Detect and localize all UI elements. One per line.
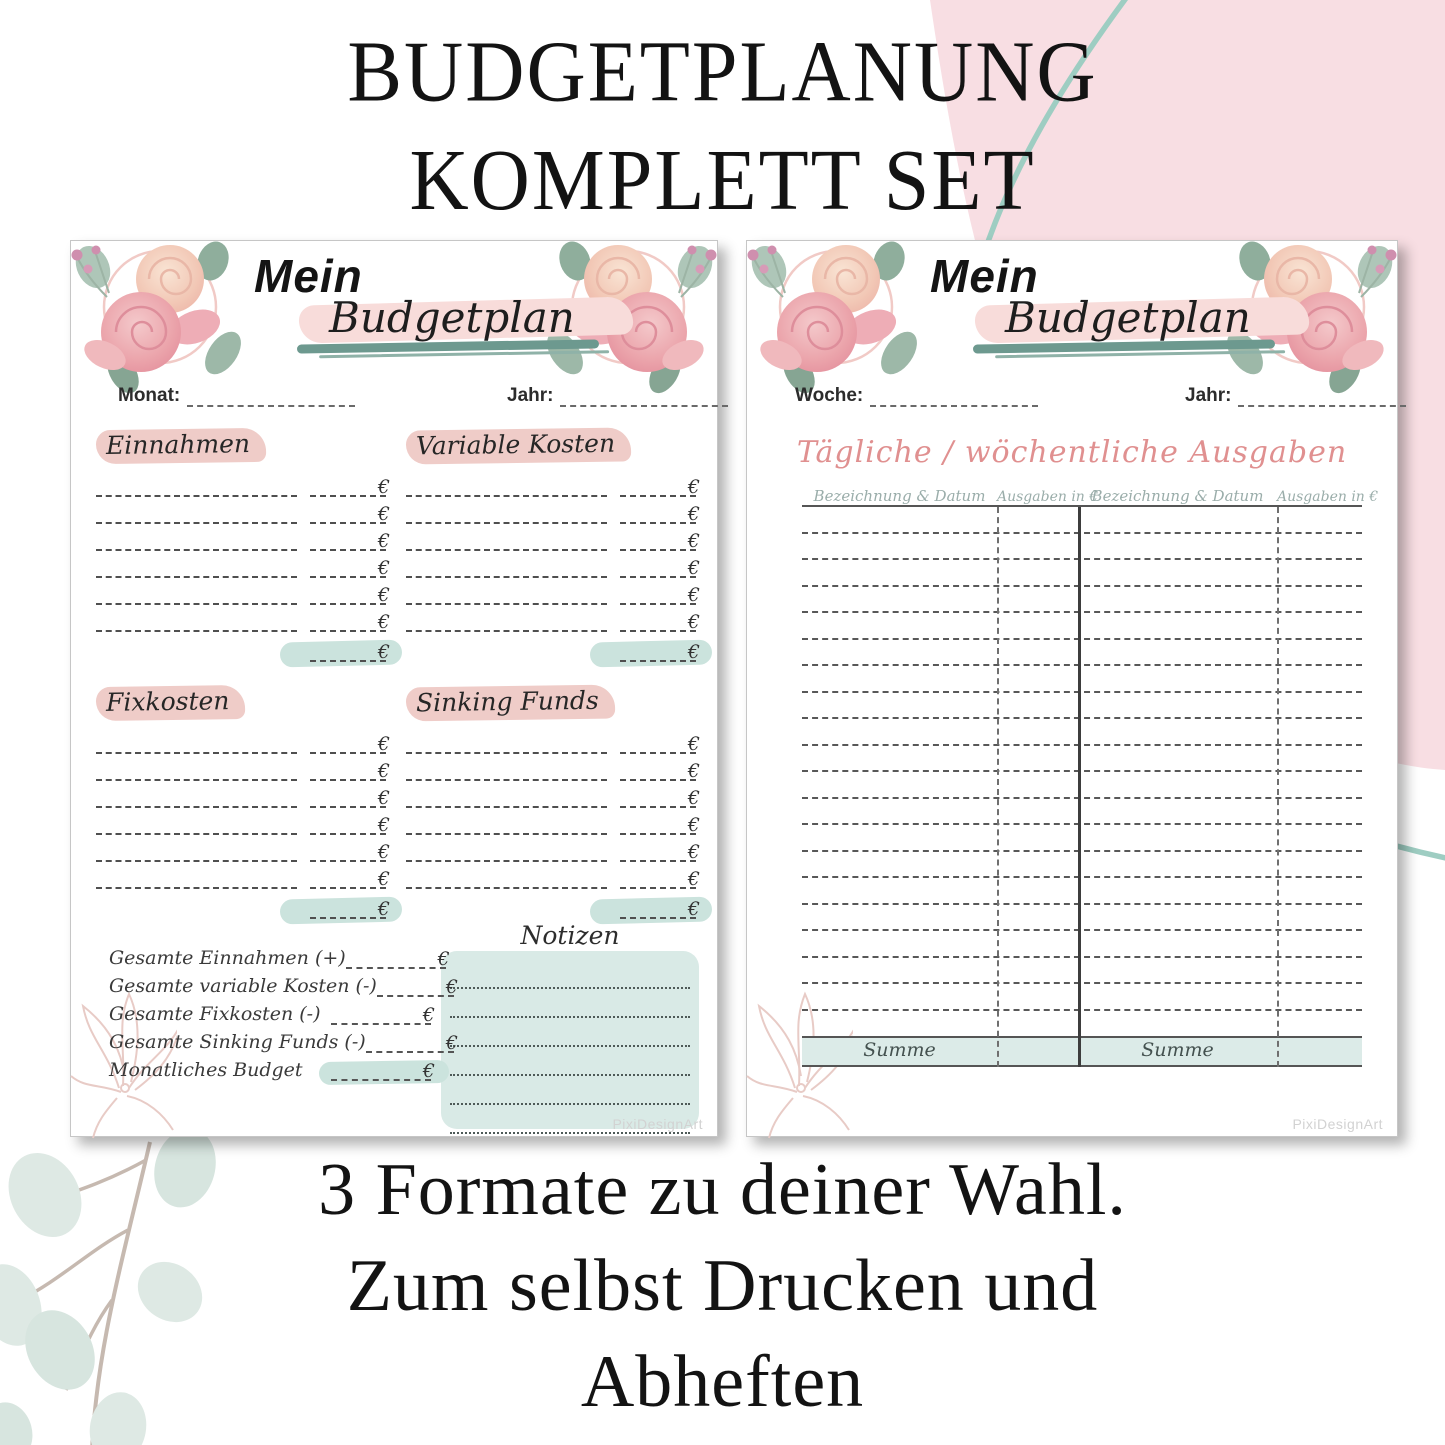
summary-label: Gesamte Einnahmen (+) — [109, 947, 346, 969]
column-header: Bezeichnung & Datum — [1091, 487, 1264, 505]
euro-sign: € — [377, 584, 390, 606]
entry-name-line — [406, 603, 607, 632]
week-label: Woche: — [795, 385, 864, 406]
entry-row — [96, 835, 390, 863]
section-title: Variable Kosten — [406, 427, 632, 464]
month-field — [118, 385, 355, 407]
entry-name-line — [406, 860, 607, 889]
entry-name-line — [406, 779, 607, 808]
entry-amount-line — [310, 495, 390, 525]
euro-sign: € — [377, 476, 390, 498]
page-heading-budgetplan: Budgetplan — [329, 293, 575, 342]
euro-sign: € — [377, 611, 390, 633]
euro-sign: € — [377, 787, 390, 809]
column-header: Bezeichnung & Datum — [813, 487, 986, 505]
section-total-row — [406, 632, 700, 663]
poster-title — [0, 18, 1445, 234]
entry-name-line — [96, 806, 297, 835]
watermark: PixiDesignArt — [612, 1116, 703, 1132]
entry-name-line — [96, 576, 297, 605]
entry-row — [96, 781, 390, 809]
entry-name-line — [406, 752, 607, 781]
summary-row — [109, 969, 458, 998]
flower-decoration-icon — [65, 235, 245, 405]
euro-sign: € — [377, 530, 390, 552]
section-rows — [96, 470, 390, 633]
euro-sign: € — [687, 530, 700, 552]
euro-sign: € — [445, 976, 458, 998]
section-rows — [96, 727, 390, 890]
summary-amount-line — [346, 948, 450, 970]
entry-row — [96, 470, 390, 498]
entry-row — [406, 727, 700, 755]
notes-title: Notizen — [520, 921, 620, 950]
entry-amount-line — [620, 860, 700, 890]
entry-name-line — [96, 603, 297, 632]
summary-row — [109, 997, 454, 1025]
euro-sign: € — [377, 868, 390, 890]
entry-row — [406, 524, 700, 552]
year-write-line — [1238, 390, 1406, 407]
section-total-row — [96, 889, 390, 920]
page-heading-budgetplan: Budgetplan — [1005, 293, 1251, 342]
footer-line1: 3 Formate zu deiner Wahl. — [318, 1149, 1127, 1231]
footer-line3: Abheften — [580, 1341, 865, 1423]
entry-amount-line — [310, 576, 390, 606]
page-heading-mein: Mein — [254, 250, 363, 302]
entry-row — [96, 578, 390, 606]
section-total-row — [406, 889, 700, 920]
euro-sign: € — [687, 557, 700, 579]
summary-label: Monatliches Budget — [109, 1059, 303, 1081]
euro-sign: € — [687, 760, 700, 782]
entry-name-line — [96, 860, 297, 889]
year-label: Jahr: — [507, 385, 554, 406]
euro-sign: € — [377, 760, 390, 782]
weekly-expenses-page — [746, 240, 1398, 1137]
entry-row — [406, 808, 700, 836]
column-divider-dashed — [1277, 507, 1279, 1067]
total-amount-line — [310, 887, 390, 920]
euro-sign: € — [377, 814, 390, 836]
euro-sign: € — [687, 814, 700, 836]
euro-sign: € — [422, 1060, 435, 1082]
entry-amount-line — [620, 725, 700, 755]
summary-label: Gesamte Fixkosten (-) — [109, 1003, 321, 1025]
notes-line — [450, 989, 690, 1018]
euro-sign: € — [687, 898, 700, 920]
entry-row — [406, 551, 700, 579]
euro-sign: € — [687, 476, 700, 498]
total-amount-line — [620, 630, 700, 663]
summary-block — [109, 941, 458, 1082]
year-field — [507, 385, 728, 407]
entry-amount-line — [620, 576, 700, 606]
section-title: Einnahmen — [96, 428, 267, 464]
euro-sign: € — [377, 641, 390, 663]
entry-row — [406, 781, 700, 809]
entry-name-line — [96, 522, 297, 551]
euro-sign: € — [687, 733, 700, 755]
entry-row — [96, 727, 390, 755]
summary-label: Gesamte Sinking Funds (-) — [109, 1031, 366, 1053]
year-label: Jahr: — [1185, 385, 1232, 406]
entry-row — [96, 605, 390, 633]
entry-row — [406, 754, 700, 782]
entry-row — [406, 605, 700, 633]
summary-amount-line — [331, 1004, 435, 1026]
section-sinking-funds — [406, 685, 700, 920]
euro-sign: € — [687, 641, 700, 663]
footer-text — [0, 1142, 1445, 1430]
section-total-row — [96, 632, 390, 663]
euro-sign: € — [687, 584, 700, 606]
weekly-table-title: Tägliche / wöchentliche Ausgaben — [796, 435, 1348, 470]
entry-amount-line — [620, 549, 700, 579]
section-rows — [406, 470, 700, 633]
summary-amount-line — [366, 1032, 458, 1054]
column-divider-solid — [1078, 507, 1081, 1067]
table-header-row — [802, 481, 1379, 505]
entry-name-line — [406, 549, 607, 578]
entry-name-line — [406, 576, 607, 605]
week-write-line — [870, 390, 1038, 407]
column-divider-dashed — [997, 507, 999, 1067]
notes-line — [450, 1047, 690, 1076]
poster-title-line2: KOMPLETT SET — [409, 131, 1036, 228]
euro-sign: € — [377, 503, 390, 525]
entry-row — [96, 754, 390, 782]
entry-name-line — [96, 725, 297, 754]
notes-box — [441, 951, 699, 1129]
section-title: Fixkosten — [96, 685, 246, 721]
month-write-line — [187, 390, 355, 407]
notes-line — [450, 1076, 690, 1105]
notes-line — [450, 1018, 690, 1047]
expenses-table — [802, 481, 1379, 1067]
entry-amount-line — [620, 603, 700, 633]
entry-amount-line — [310, 725, 390, 755]
entry-amount-line — [310, 833, 390, 863]
entry-amount-line — [310, 752, 390, 782]
poster-title-line1: BUDGETPLANUNG — [347, 23, 1098, 120]
summary-amount-line — [377, 976, 458, 998]
sum-label: Summe — [1141, 1038, 1214, 1061]
entry-name-line — [406, 725, 607, 754]
entry-amount-line — [310, 522, 390, 552]
section-rows — [406, 727, 700, 890]
entry-name-line — [96, 752, 297, 781]
entry-row — [96, 551, 390, 579]
entry-name-line — [406, 833, 607, 862]
entry-row — [96, 497, 390, 525]
summary-row — [109, 941, 454, 969]
entry-name-line — [96, 495, 297, 524]
total-amount-line — [620, 887, 700, 920]
entry-name-line — [96, 549, 297, 578]
section-title: Sinking Funds — [406, 685, 615, 722]
month-label: Monat: — [118, 385, 181, 406]
entry-row — [96, 808, 390, 836]
entry-amount-line — [620, 833, 700, 863]
entry-amount-line — [620, 779, 700, 809]
entry-amount-line — [310, 806, 390, 836]
summary-row — [109, 1025, 458, 1054]
entry-name-line — [406, 522, 607, 551]
entry-amount-line — [620, 522, 700, 552]
entry-amount-line — [310, 779, 390, 809]
section-variable-kosten — [406, 428, 700, 663]
sum-label: Summe — [863, 1038, 936, 1061]
entry-amount-line — [310, 549, 390, 579]
footer-line2: Zum selbst Drucken und — [346, 1245, 1099, 1327]
entry-amount-line — [620, 752, 700, 782]
monthly-budget-page — [70, 240, 718, 1137]
year-field — [1185, 385, 1406, 407]
entry-amount-line — [620, 495, 700, 525]
entry-amount-line — [310, 860, 390, 890]
entry-amount-line — [620, 468, 700, 498]
summary-amount-line — [331, 1060, 435, 1082]
year-write-line — [560, 390, 728, 407]
total-amount-line — [310, 630, 390, 663]
euro-sign: € — [445, 1032, 458, 1054]
euro-sign: € — [437, 948, 450, 970]
euro-sign: € — [687, 611, 700, 633]
entry-amount-line — [310, 468, 390, 498]
euro-sign: € — [377, 557, 390, 579]
entry-row — [96, 524, 390, 552]
euro-sign: € — [687, 787, 700, 809]
entry-row — [406, 497, 700, 525]
euro-sign: € — [687, 841, 700, 863]
section-einnahmen — [96, 429, 390, 663]
entry-name-line — [96, 833, 297, 862]
entry-amount-line — [310, 603, 390, 633]
section-fixkosten — [96, 686, 390, 920]
column-header: Ausgaben in € — [997, 489, 1099, 505]
entry-name-line — [96, 468, 297, 497]
column-header: Ausgaben in € — [1277, 489, 1379, 505]
euro-sign: € — [687, 868, 700, 890]
entry-name-line — [406, 468, 607, 497]
entry-row — [96, 862, 390, 890]
week-field — [795, 385, 1038, 407]
notes-line — [450, 960, 690, 989]
entry-name-line — [406, 495, 607, 524]
summary-label: Gesamte variable Kosten (-) — [109, 975, 377, 997]
entry-row — [406, 470, 700, 498]
page-heading-mein: Mein — [930, 250, 1039, 302]
entry-amount-line — [620, 806, 700, 836]
watermark: PixiDesignArt — [1292, 1116, 1383, 1132]
entry-name-line — [406, 806, 607, 835]
entry-name-line — [96, 779, 297, 808]
euro-sign: € — [377, 733, 390, 755]
table-body — [802, 505, 1362, 1067]
entry-row — [406, 578, 700, 606]
entry-row — [406, 835, 700, 863]
euro-sign: € — [377, 841, 390, 863]
budget-sections-grid — [96, 428, 700, 920]
euro-sign: € — [422, 1004, 435, 1026]
summary-row-monthly-budget — [109, 1053, 454, 1081]
euro-sign: € — [377, 898, 390, 920]
entry-row — [406, 862, 700, 890]
flower-decoration-icon — [741, 235, 921, 405]
euro-sign: € — [687, 503, 700, 525]
